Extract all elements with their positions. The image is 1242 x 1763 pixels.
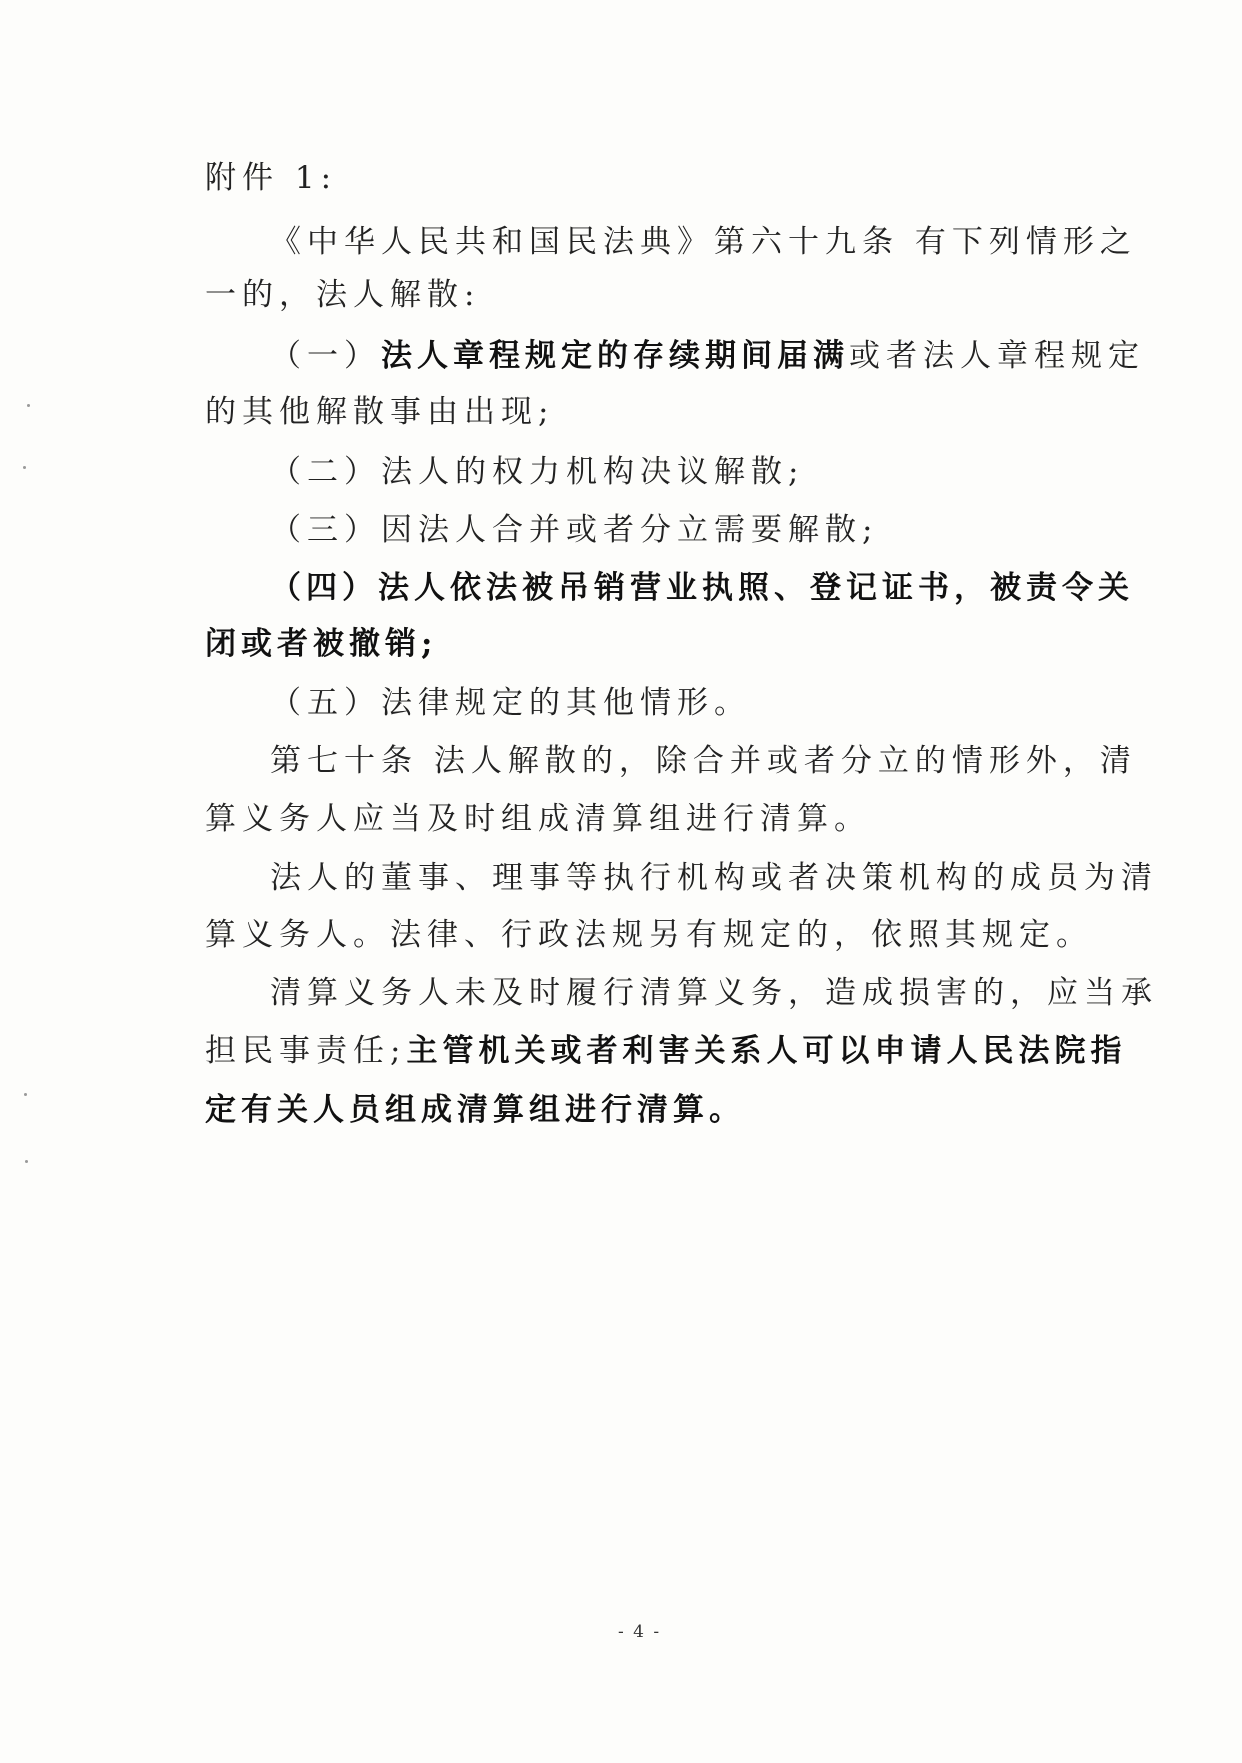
clause-1 [270, 336, 1145, 376]
article-70 [270, 741, 1137, 781]
text-span: 清算义务人未及时履行清算义务，造成损害的，应当承 [270, 975, 1158, 1011]
bold-span: 法人章程规定的存续期间届满 [381, 338, 849, 374]
article-69-intro-cont [205, 275, 480, 315]
text-span: （五）法律规定的其他情形。 [270, 685, 751, 721]
bold-span: 闭或者被撤销; [205, 626, 438, 662]
paragraph-liability-cont [205, 1031, 1126, 1071]
text-span: 《中华人民共和国民法典》第六十九条 有下列情形之 [270, 224, 1137, 260]
clause-1-cont [205, 392, 554, 432]
scan-speck [27, 404, 30, 407]
text-span: 法人的董事、理事等执行机构或者决策机构的成员为清 [270, 860, 1158, 896]
text-span: （二）法人的权力机构决议解散; [270, 454, 805, 490]
article-70-cont [205, 799, 871, 839]
paragraph-liquidators-cont [205, 915, 1093, 955]
scan-speck [23, 466, 26, 469]
text-span: 的其他解散事由出现; [205, 394, 555, 430]
paragraph-liquidators [270, 858, 1158, 898]
scan-speck [25, 1160, 28, 1163]
bold-span: （四）法人依法被吊销营业执照、登记证书，被责令关 [270, 570, 1134, 606]
text-span: 第七十条 法人解散的，除合并或者分立的情形外，清 [270, 743, 1137, 779]
page-number: - 4 - [618, 1622, 662, 1642]
clause-4-cont [205, 624, 437, 664]
clause-2 [270, 452, 804, 492]
text-span: 或者法人章程规定 [849, 338, 1145, 374]
text-span: 担民事责任; [205, 1033, 407, 1069]
text-span: 一的，法人解散: [205, 277, 481, 313]
text-span: （三）因法人合并或者分立需要解散; [270, 512, 879, 548]
paragraph-liability-end [205, 1090, 745, 1130]
bold-span: 定有关人员组成清算组进行清算。 [205, 1092, 745, 1128]
paragraph-liability [270, 973, 1158, 1013]
text-span: 算义务人应当及时组成清算组进行清算。 [205, 801, 871, 837]
attachment-label: 附件 1: [205, 160, 338, 196]
clause-5 [270, 683, 751, 723]
clause-3 [270, 510, 878, 550]
bold-span: 主管机关或者利害关系人可以申请人民法院指 [406, 1033, 1127, 1069]
article-69-intro [270, 222, 1137, 262]
scan-speck [24, 1093, 27, 1096]
clause-4 [270, 568, 1134, 608]
text-span: （一） [270, 338, 381, 374]
text-span: 算义务人。法律、行政法规另有规定的，依照其规定。 [205, 917, 1093, 953]
